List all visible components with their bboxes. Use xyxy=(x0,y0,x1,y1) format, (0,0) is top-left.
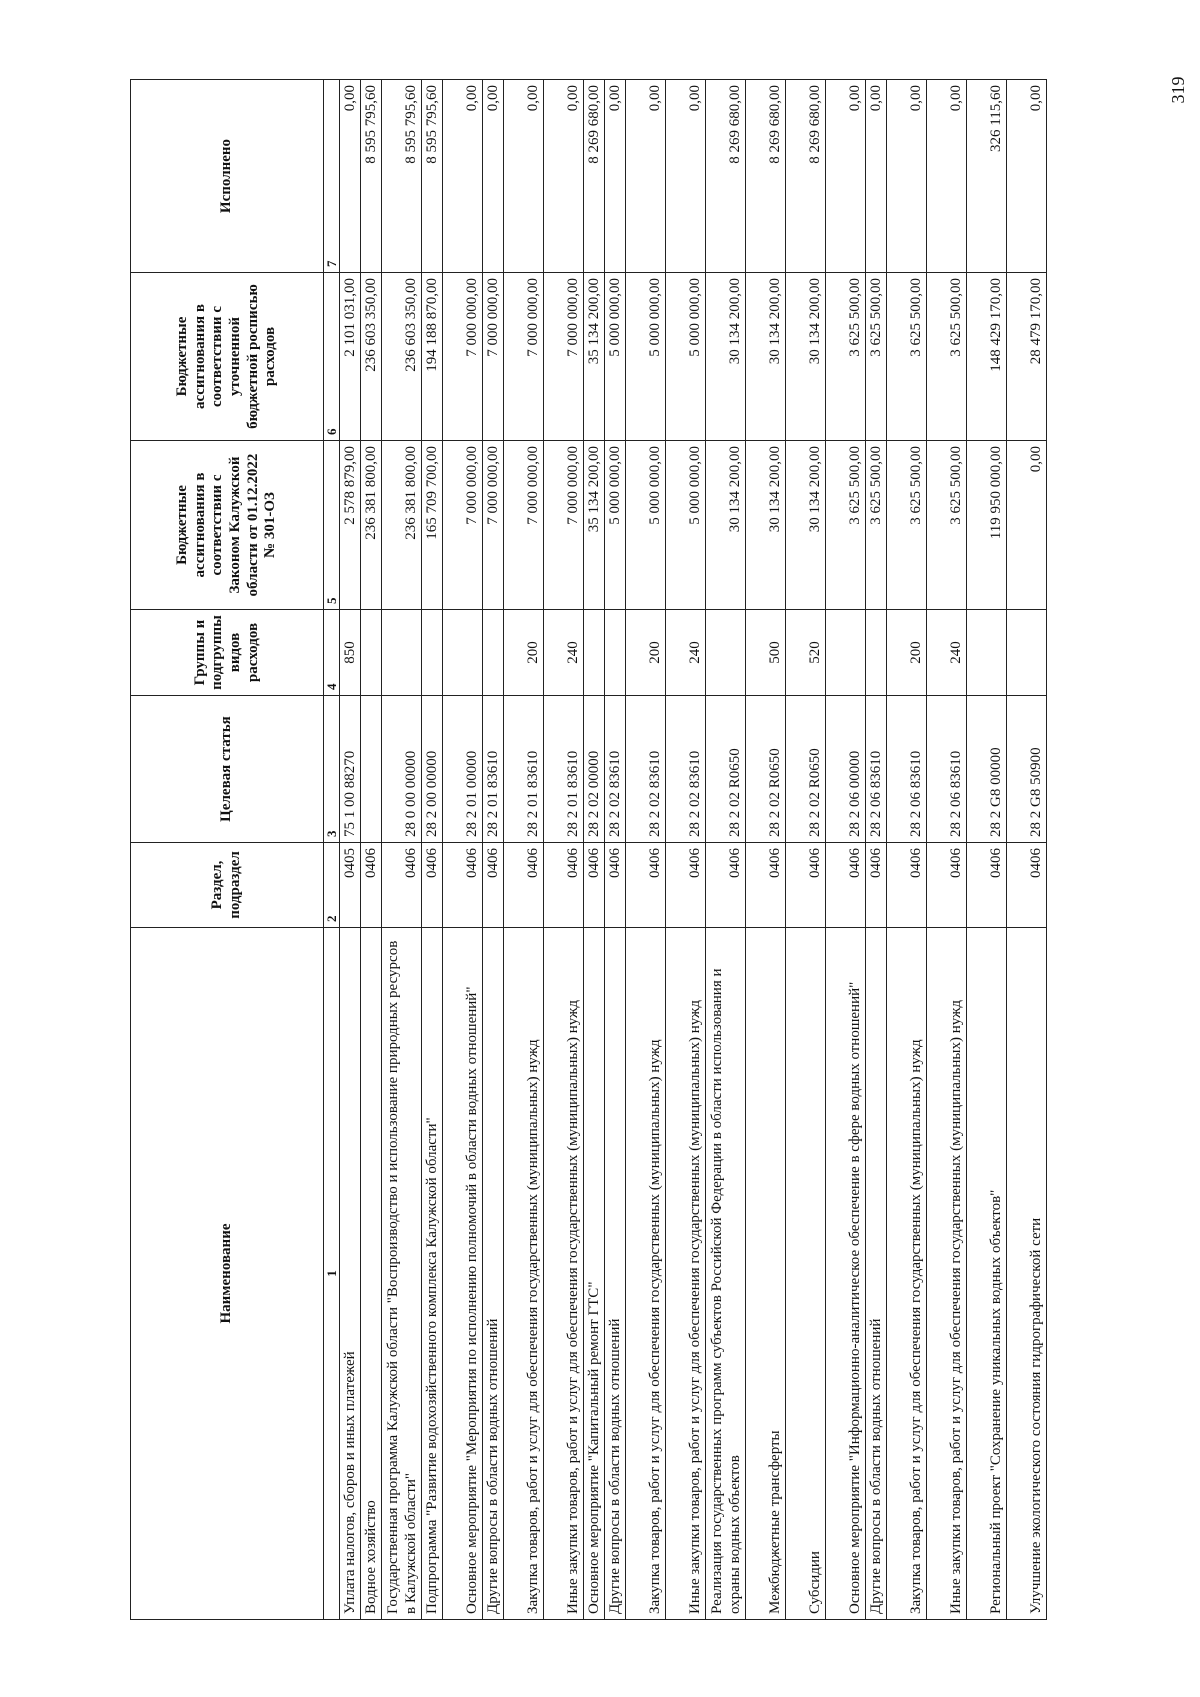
table-row xyxy=(746,80,786,1620)
cell-executed: 0,00 xyxy=(927,80,967,273)
cell-group: 240 xyxy=(666,610,706,696)
cell-target: 28 2 02 83610 xyxy=(666,696,706,843)
cell-name: Другие вопросы в области водных отношений xyxy=(866,928,887,1620)
table-row xyxy=(826,80,866,1620)
cell-group xyxy=(1007,610,1047,696)
cell-executed: 8 269 680,00 xyxy=(584,80,605,273)
cell-section: 0406 xyxy=(746,843,786,928)
cell-group xyxy=(967,610,1007,696)
header-section: Раздел, подраздел xyxy=(131,843,324,928)
cell-executed: 0,00 xyxy=(504,80,544,273)
table-row xyxy=(361,80,382,1620)
cell-name: Субсидии xyxy=(786,928,826,1620)
cell-budget-law: 7 000 000,00 xyxy=(544,441,584,610)
cell-budget-law: 30 134 200,00 xyxy=(746,441,786,610)
cell-target: 28 2 06 00000 xyxy=(826,696,866,843)
cell-budget-law: 165 709 700,00 xyxy=(422,441,443,610)
cell-name: Водное хозяйство xyxy=(361,928,382,1620)
table-row xyxy=(422,80,443,1620)
cell-budget-list: 30 134 200,00 xyxy=(706,273,746,441)
cell-group: 850 xyxy=(340,610,361,696)
cell-section: 0406 xyxy=(927,843,967,928)
cell-name: Основное мероприятие "Информационно-аналитическое обеспечение в сфере водных отношений" xyxy=(826,928,866,1620)
cell-budget-list: 2 101 031,00 xyxy=(340,273,361,441)
cell-name: Закупка товаров, работ и услуг для обеспечения государственных (муниципальных) нужд xyxy=(504,928,544,1620)
table-row xyxy=(866,80,887,1620)
column-number: 6 xyxy=(324,273,340,441)
cell-group xyxy=(361,610,382,696)
cell-group xyxy=(422,610,443,696)
cell-name: Другие вопросы в области водных отношений xyxy=(605,928,626,1620)
cell-group xyxy=(866,610,887,696)
cell-executed: 0,00 xyxy=(443,80,483,273)
cell-group xyxy=(605,610,626,696)
cell-executed: 8 595 795,60 xyxy=(361,80,382,273)
cell-section: 0406 xyxy=(382,843,422,928)
cell-group: 200 xyxy=(504,610,544,696)
cell-executed: 0,00 xyxy=(826,80,866,273)
header-budget-list: Бюджетные ассигнования в соответствии с уточненной бюджетной росписью расходов xyxy=(131,273,324,441)
cell-target: 28 2 02 00000 xyxy=(584,696,605,843)
table-row xyxy=(887,80,927,1620)
cell-budget-list: 3 625 500,00 xyxy=(826,273,866,441)
cell-group xyxy=(483,610,504,696)
cell-executed: 0,00 xyxy=(626,80,666,273)
cell-budget-list: 30 134 200,00 xyxy=(786,273,826,441)
cell-budget-law: 5 000 000,00 xyxy=(666,441,706,610)
cell-section: 0406 xyxy=(706,843,746,928)
table-row xyxy=(967,80,1007,1620)
cell-group: 520 xyxy=(786,610,826,696)
cell-executed: 0,00 xyxy=(340,80,361,273)
cell-budget-law: 0,00 xyxy=(1007,441,1047,610)
cell-group: 240 xyxy=(544,610,584,696)
cell-budget-list: 236 603 350,00 xyxy=(382,273,422,441)
header-target: Целевая статья xyxy=(131,696,324,843)
cell-name: Государственная программа Калужской области "Воспроизводство и использование природных ресурсов в Калужской области" xyxy=(382,928,422,1620)
cell-budget-list: 236 603 350,00 xyxy=(361,273,382,441)
cell-name: Иные закупки товаров, работ и услуг для обеспечения государственных (муниципальных) нужд xyxy=(544,928,584,1620)
cell-name: Межбюджетные трансферты xyxy=(746,928,786,1620)
table-row xyxy=(483,80,504,1620)
cell-target: 75 1 00 88270 xyxy=(340,696,361,843)
cell-group: 200 xyxy=(887,610,927,696)
cell-budget-list: 7 000 000,00 xyxy=(483,273,504,441)
cell-budget-law: 30 134 200,00 xyxy=(786,441,826,610)
table-row xyxy=(504,80,544,1620)
cell-budget-list: 5 000 000,00 xyxy=(626,273,666,441)
cell-budget-list: 35 134 200,00 xyxy=(584,273,605,441)
cell-executed: 8 269 680,00 xyxy=(746,80,786,273)
cell-target: 28 2 G8 50900 xyxy=(1007,696,1047,843)
column-number: 7 xyxy=(324,80,340,273)
cell-budget-law: 3 625 500,00 xyxy=(927,441,967,610)
cell-name: Подпрограмма "Развитие водохозяйственного комплекса Калужской области" xyxy=(422,928,443,1620)
cell-section: 0406 xyxy=(584,843,605,928)
cell-executed: 8 269 680,00 xyxy=(786,80,826,273)
cell-budget-law: 35 134 200,00 xyxy=(584,441,605,610)
cell-target: 28 2 06 83610 xyxy=(927,696,967,843)
cell-executed: 0,00 xyxy=(483,80,504,273)
column-number: 2 xyxy=(324,843,340,928)
budget-table xyxy=(130,79,1047,1620)
cell-executed: 0,00 xyxy=(887,80,927,273)
cell-budget-law: 119 950 000,00 xyxy=(967,441,1007,610)
table-row xyxy=(340,80,361,1620)
cell-name: Реализация государственных программ субъектов Российской Федерации в области использования и охраны водных объектов xyxy=(706,928,746,1620)
cell-budget-law: 236 381 800,00 xyxy=(382,441,422,610)
column-number: 5 xyxy=(324,441,340,610)
cell-target: 28 2 06 83610 xyxy=(887,696,927,843)
cell-target xyxy=(361,696,382,843)
cell-budget-law: 7 000 000,00 xyxy=(443,441,483,610)
rotated-sheet xyxy=(130,80,1095,1620)
cell-budget-law: 3 625 500,00 xyxy=(826,441,866,610)
table-row xyxy=(544,80,584,1620)
table-row xyxy=(666,80,706,1620)
table-row xyxy=(443,80,483,1620)
cell-budget-list: 3 625 500,00 xyxy=(887,273,927,441)
header-group: Группы и подгруппы видов расходов xyxy=(131,610,324,696)
cell-target: 28 2 01 00000 xyxy=(443,696,483,843)
column-number: 1 xyxy=(324,928,340,1620)
cell-section: 0406 xyxy=(361,843,382,928)
cell-name: Иные закупки товаров, работ и услуг для обеспечения государственных (муниципальных) нужд xyxy=(927,928,967,1620)
cell-group xyxy=(443,610,483,696)
cell-budget-law: 7 000 000,00 xyxy=(483,441,504,610)
cell-group: 240 xyxy=(927,610,967,696)
cell-group: 200 xyxy=(626,610,666,696)
cell-budget-list: 3 625 500,00 xyxy=(927,273,967,441)
cell-section: 0406 xyxy=(887,843,927,928)
cell-budget-list: 5 000 000,00 xyxy=(605,273,626,441)
cell-group xyxy=(382,610,422,696)
cell-target: 28 2 02 R0650 xyxy=(706,696,746,843)
cell-budget-list: 30 134 200,00 xyxy=(746,273,786,441)
cell-section: 0406 xyxy=(626,843,666,928)
cell-name: Закупка товаров, работ и услуг для обеспечения государственных (муниципальных) нужд xyxy=(626,928,666,1620)
cell-budget-list: 3 625 500,00 xyxy=(866,273,887,441)
cell-target: 28 2 06 83610 xyxy=(866,696,887,843)
page-number: 319 xyxy=(1168,76,1188,104)
cell-budget-law: 3 625 500,00 xyxy=(887,441,927,610)
table-row xyxy=(1007,80,1047,1620)
cell-budget-list: 7 000 000,00 xyxy=(504,273,544,441)
cell-target: 28 2 01 83610 xyxy=(504,696,544,843)
cell-section: 0406 xyxy=(544,843,584,928)
cell-name: Уплата налогов, сборов и иных платежей xyxy=(340,928,361,1620)
table-body xyxy=(340,80,1047,1620)
cell-budget-law: 7 000 000,00 xyxy=(504,441,544,610)
cell-section: 0406 xyxy=(826,843,866,928)
header-name: Наименование xyxy=(131,928,324,1620)
cell-executed: 326 115,60 xyxy=(967,80,1007,273)
cell-executed: 0,00 xyxy=(605,80,626,273)
cell-budget-list: 7 000 000,00 xyxy=(443,273,483,441)
cell-target: 28 2 02 R0650 xyxy=(746,696,786,843)
cell-section: 0406 xyxy=(443,843,483,928)
cell-budget-list: 7 000 000,00 xyxy=(544,273,584,441)
header-budget-law: Бюджетные ассигнования в соответствии с Законом Калужской области от 01.12.2022 № 301-ОЗ xyxy=(131,441,324,610)
cell-name: Основное мероприятие "Мероприятия по исполнению полномочий в области водных отношений" xyxy=(443,928,483,1620)
table-row xyxy=(786,80,826,1620)
cell-name: Другие вопросы в области водных отношений xyxy=(483,928,504,1620)
table-row xyxy=(584,80,605,1620)
table-header xyxy=(131,80,340,1620)
cell-section: 0406 xyxy=(504,843,544,928)
cell-budget-law: 3 625 500,00 xyxy=(866,441,887,610)
cell-target: 28 2 01 83610 xyxy=(483,696,504,843)
cell-name: Улучшение экологического состояния гидрографической сети xyxy=(1007,928,1047,1620)
cell-executed: 0,00 xyxy=(1007,80,1047,273)
cell-group xyxy=(706,610,746,696)
cell-executed: 0,00 xyxy=(544,80,584,273)
cell-section: 0406 xyxy=(483,843,504,928)
cell-name: Закупка товаров, работ и услуг для обеспечения государственных (муниципальных) нужд xyxy=(887,928,927,1620)
cell-section: 0406 xyxy=(967,843,1007,928)
cell-group xyxy=(584,610,605,696)
cell-target: 28 0 00 00000 xyxy=(382,696,422,843)
cell-section: 0406 xyxy=(786,843,826,928)
table-row xyxy=(605,80,626,1620)
cell-target: 28 2 G8 00000 xyxy=(967,696,1007,843)
cell-target: 28 2 02 83610 xyxy=(626,696,666,843)
cell-section: 0405 xyxy=(340,843,361,928)
cell-budget-law: 2 578 879,00 xyxy=(340,441,361,610)
cell-target: 28 2 01 83610 xyxy=(544,696,584,843)
table-row xyxy=(382,80,422,1620)
cell-group xyxy=(826,610,866,696)
cell-name: Иные закупки товаров, работ и услуг для обеспечения государственных (муниципальных) нужд xyxy=(666,928,706,1620)
cell-executed: 0,00 xyxy=(866,80,887,273)
cell-section: 0406 xyxy=(866,843,887,928)
cell-target: 28 2 02 R0650 xyxy=(786,696,826,843)
cell-name: Основное мероприятие "Капитальный ремонт ГТС" xyxy=(584,928,605,1620)
table-row xyxy=(626,80,666,1620)
cell-budget-list: 5 000 000,00 xyxy=(666,273,706,441)
column-number: 3 xyxy=(324,696,340,843)
cell-executed: 0,00 xyxy=(666,80,706,273)
cell-group: 500 xyxy=(746,610,786,696)
cell-budget-law: 5 000 000,00 xyxy=(626,441,666,610)
cell-executed: 8 595 795,60 xyxy=(422,80,443,273)
cell-budget-list: 28 479 170,00 xyxy=(1007,273,1047,441)
cell-budget-list: 148 429 170,00 xyxy=(967,273,1007,441)
table-row xyxy=(927,80,967,1620)
column-number: 4 xyxy=(324,610,340,696)
cell-section: 0406 xyxy=(605,843,626,928)
cell-budget-law: 5 000 000,00 xyxy=(605,441,626,610)
cell-section: 0406 xyxy=(422,843,443,928)
cell-budget-list: 194 188 870,00 xyxy=(422,273,443,441)
cell-section: 0406 xyxy=(666,843,706,928)
cell-target: 28 2 02 83610 xyxy=(605,696,626,843)
cell-name: Региональный проект "Сохранение уникальных водных объектов" xyxy=(967,928,1007,1620)
cell-target: 28 2 00 00000 xyxy=(422,696,443,843)
cell-section: 0406 xyxy=(1007,843,1047,928)
table-row xyxy=(706,80,746,1620)
cell-budget-law: 236 381 800,00 xyxy=(361,441,382,610)
cell-budget-law: 30 134 200,00 xyxy=(706,441,746,610)
cell-executed: 8 595 795,60 xyxy=(382,80,422,273)
cell-executed: 8 269 680,00 xyxy=(706,80,746,273)
header-executed: Исполнено xyxy=(131,80,324,273)
